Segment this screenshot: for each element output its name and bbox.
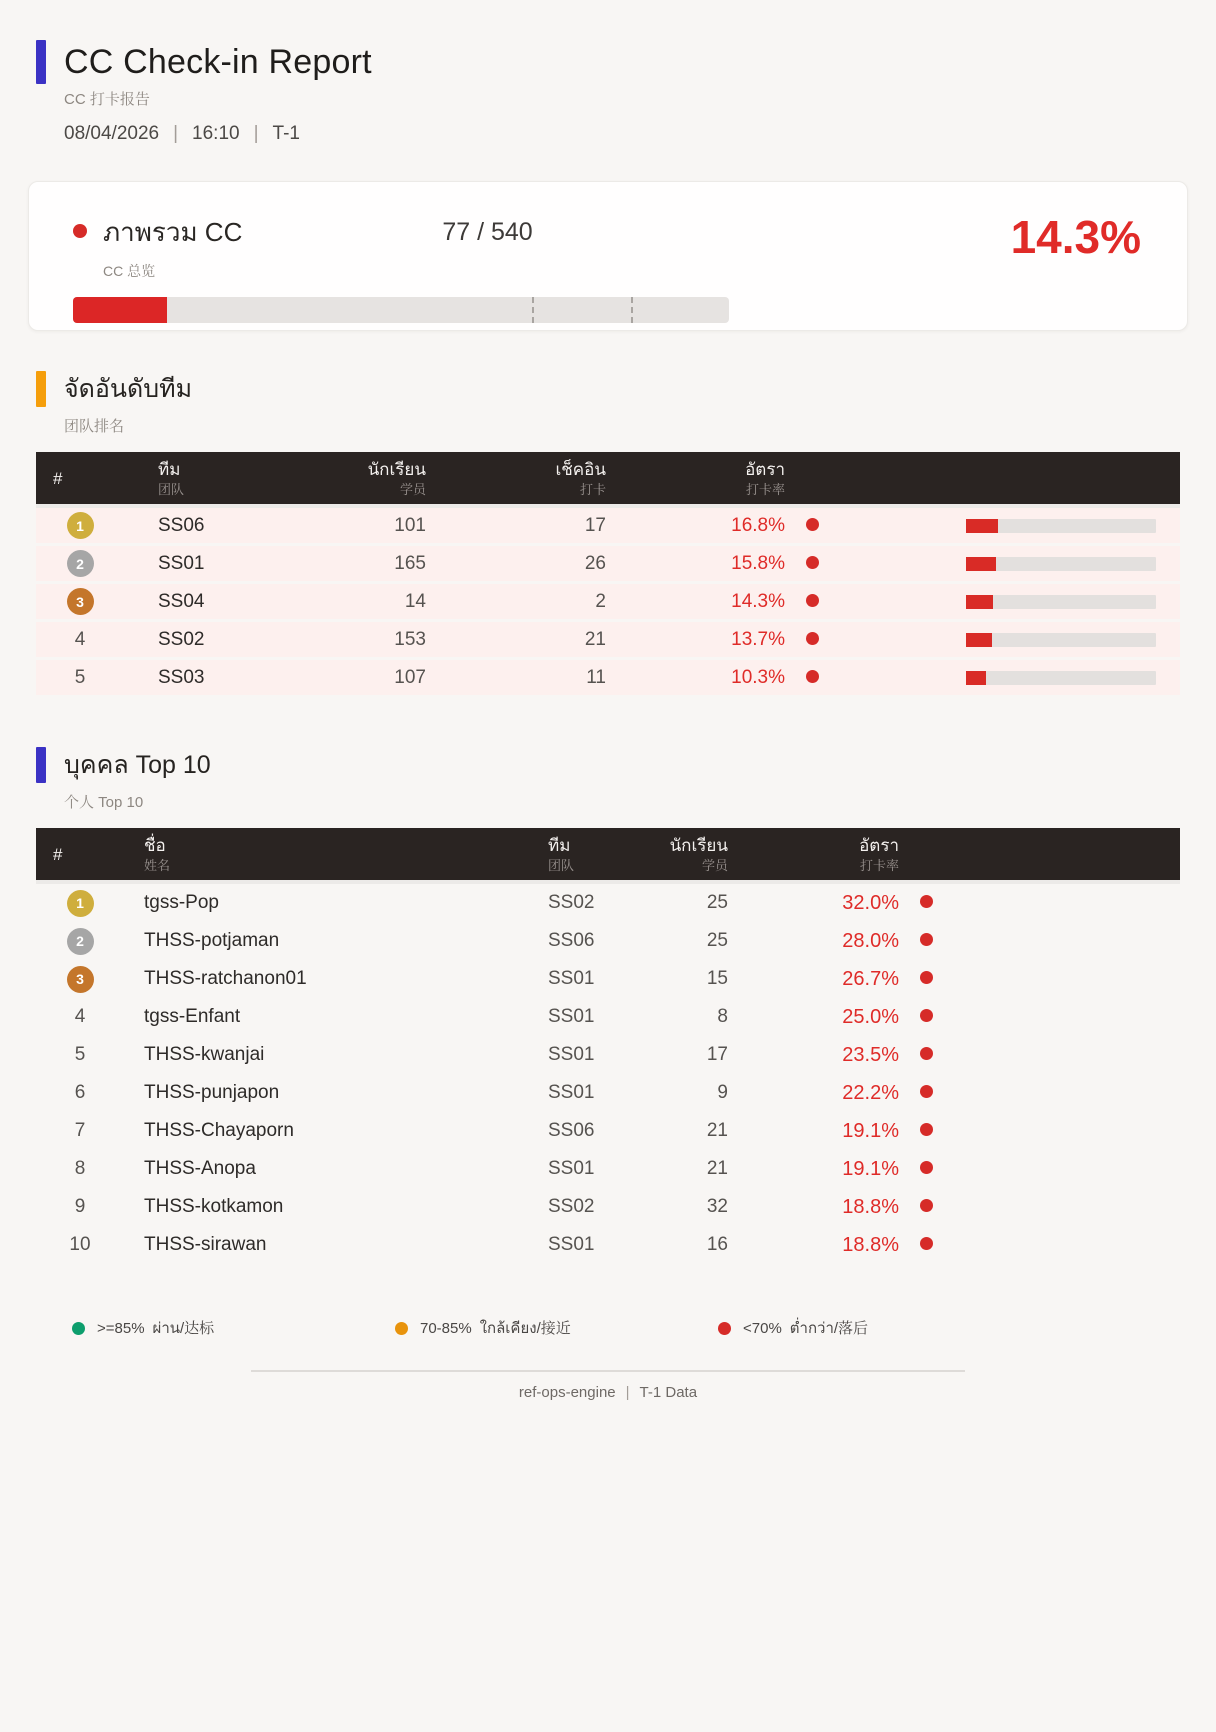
person-row: 9 THSS-kotkamon SS02 32 18.8% xyxy=(36,1188,1180,1226)
col-checkin: เช็คอิน xyxy=(555,459,606,479)
page-title: CC Check-in Report xyxy=(64,42,372,81)
status-legend xyxy=(36,1316,1180,1340)
section-accent-bar xyxy=(36,371,46,407)
rate-minibar xyxy=(966,595,1156,609)
section-accent-bar xyxy=(36,747,46,783)
col-students: นักเรียน xyxy=(367,459,426,479)
top10-section xyxy=(0,745,1216,1264)
status-dot-red-icon xyxy=(920,1047,933,1060)
rank-badge-gold: 1 xyxy=(67,890,94,917)
overview-subtitle: CC 总览 xyxy=(103,263,156,279)
title-accent-bar xyxy=(36,40,46,84)
person-row: 6 THSS-punjapon SS01 9 22.2% xyxy=(36,1074,1180,1112)
legend-green-dot-icon xyxy=(72,1322,85,1335)
rank-badge-silver: 2 xyxy=(67,928,94,955)
team-section-title: จัดอันดับทีม xyxy=(64,375,193,403)
rank-number: 5 xyxy=(74,666,86,688)
rank-number: 4 xyxy=(74,628,86,650)
report-time: 16:10 xyxy=(192,123,240,144)
person-row: 8 THSS-Anopa SS01 21 19.1% xyxy=(36,1150,1180,1188)
team-row: 5 SS03 107 11 10.3% xyxy=(36,660,1180,695)
rate-minibar xyxy=(966,557,1156,571)
meta-separator: | xyxy=(173,123,179,144)
legend-item-pass: >=85% ผ่าน/达标 xyxy=(36,1316,359,1340)
status-dot-red-icon xyxy=(806,556,819,569)
team-ranking-section xyxy=(0,369,1216,695)
overview-title: ภาพรวม CC xyxy=(103,217,243,247)
rank-number: 9 xyxy=(74,1196,86,1217)
footer-source: ref-ops-engine xyxy=(518,1384,616,1401)
footer-data-tag: T-1 Data xyxy=(639,1384,698,1401)
team-row: 1 SS06 101 17 16.8% xyxy=(36,508,1180,543)
team-table-header: # ทีม 团队 นักเรียน 学员 เช็คอิน 打卡 อัตรา 打卡率 xyxy=(36,452,1180,508)
report-meta xyxy=(64,123,1216,145)
legend-item-close: 70-85% ใกล้เคียง/接近 xyxy=(359,1316,682,1340)
status-dot-red-icon xyxy=(73,224,87,238)
person-row: 5 THSS-kwanjai SS01 17 23.5% xyxy=(36,1036,1180,1074)
person-row: 2 THSS-potjaman SS06 25 28.0% xyxy=(36,922,1180,960)
status-dot-red-icon xyxy=(920,971,933,984)
col-team: ทีม xyxy=(548,835,571,855)
col-rate: อัตรา xyxy=(745,459,785,479)
rate-minibar xyxy=(966,519,1156,533)
col-name: ชื่อ xyxy=(144,835,166,855)
overview-count: 77 / 540 xyxy=(442,218,533,246)
footer xyxy=(0,1384,1216,1401)
legend-red-dot-icon xyxy=(718,1322,731,1335)
meta-separator: | xyxy=(253,123,259,144)
col-rate: อัตรา xyxy=(859,835,899,855)
report-date: 08/04/2026 xyxy=(64,123,160,144)
top10-section-subtitle: 个人 Top 10 xyxy=(64,794,144,811)
status-dot-red-icon xyxy=(920,1085,933,1098)
rank-number: 4 xyxy=(74,1006,86,1027)
status-dot-red-icon xyxy=(920,1009,933,1022)
status-dot-red-icon xyxy=(920,1199,933,1212)
team-section-subtitle: 团队排名 xyxy=(64,418,125,435)
col-rank: # xyxy=(53,469,63,489)
rank-badge-bronze: 3 xyxy=(67,588,94,615)
footer-divider xyxy=(251,1370,965,1372)
status-dot-red-icon xyxy=(806,632,819,645)
status-dot-red-icon xyxy=(920,1123,933,1136)
report-header xyxy=(36,40,1216,145)
col-rank: # xyxy=(53,845,63,865)
top10-table xyxy=(36,828,1180,1264)
status-dot-red-icon xyxy=(806,518,819,531)
person-row: 3 THSS-ratchanon01 SS01 15 26.7% xyxy=(36,960,1180,998)
status-dot-red-icon xyxy=(806,670,819,683)
person-row: 4 tgss-Enfant SS01 8 25.0% xyxy=(36,998,1180,1036)
rank-badge-gold: 1 xyxy=(67,512,94,539)
col-team: ทีม xyxy=(158,459,181,479)
progress-marker-70 xyxy=(532,297,534,323)
team-row: 2 SS01 165 26 15.8% xyxy=(36,546,1180,581)
person-row: 10 THSS-sirawan SS01 16 18.8% xyxy=(36,1226,1180,1264)
rank-number: 6 xyxy=(74,1082,86,1103)
team-row: 3 SS04 14 2 14.3% xyxy=(36,584,1180,619)
status-dot-red-icon xyxy=(920,895,933,908)
team-row: 4 SS02 153 21 13.7% xyxy=(36,622,1180,657)
rate-minibar xyxy=(966,671,1156,685)
legend-item-behind: <70% ต่ำกว่า/落后 xyxy=(682,1316,1180,1340)
rank-number: 7 xyxy=(74,1120,86,1141)
status-dot-red-icon xyxy=(920,933,933,946)
rank-badge-bronze: 3 xyxy=(67,966,94,993)
footer-separator: | xyxy=(625,1384,630,1401)
person-row: 1 tgss-Pop SS02 25 32.0% xyxy=(36,884,1180,922)
overview-progress-bar xyxy=(73,297,729,323)
top10-section-title: บุคคล Top 10 xyxy=(64,751,211,779)
col-students: นักเรียน xyxy=(669,835,728,855)
legend-orange-dot-icon xyxy=(395,1322,408,1335)
person-row: 7 THSS-Chayaporn SS06 21 19.1% xyxy=(36,1112,1180,1150)
status-dot-red-icon xyxy=(920,1237,933,1250)
rank-number: 8 xyxy=(74,1158,86,1179)
overview-card xyxy=(28,181,1188,331)
rank-badge-silver: 2 xyxy=(67,550,94,577)
status-dot-red-icon xyxy=(806,594,819,607)
team-ranking-table xyxy=(36,452,1180,695)
report-tag: T-1 xyxy=(272,123,300,144)
progress-marker-85 xyxy=(631,297,633,323)
top10-table-header: # ชื่อ 姓名 ทีม 团队 นักเรียน 学员 อัตรา 打卡率 xyxy=(36,828,1180,884)
rate-minibar xyxy=(966,633,1156,647)
page-subtitle: CC 打卡报告 xyxy=(64,91,150,108)
rank-number: 5 xyxy=(74,1044,86,1065)
overview-rate: 14.3% xyxy=(1010,211,1141,263)
overview-titles xyxy=(103,212,242,281)
rank-number: 10 xyxy=(69,1234,91,1255)
status-dot-red-icon xyxy=(920,1161,933,1174)
progress-fill xyxy=(73,297,167,323)
